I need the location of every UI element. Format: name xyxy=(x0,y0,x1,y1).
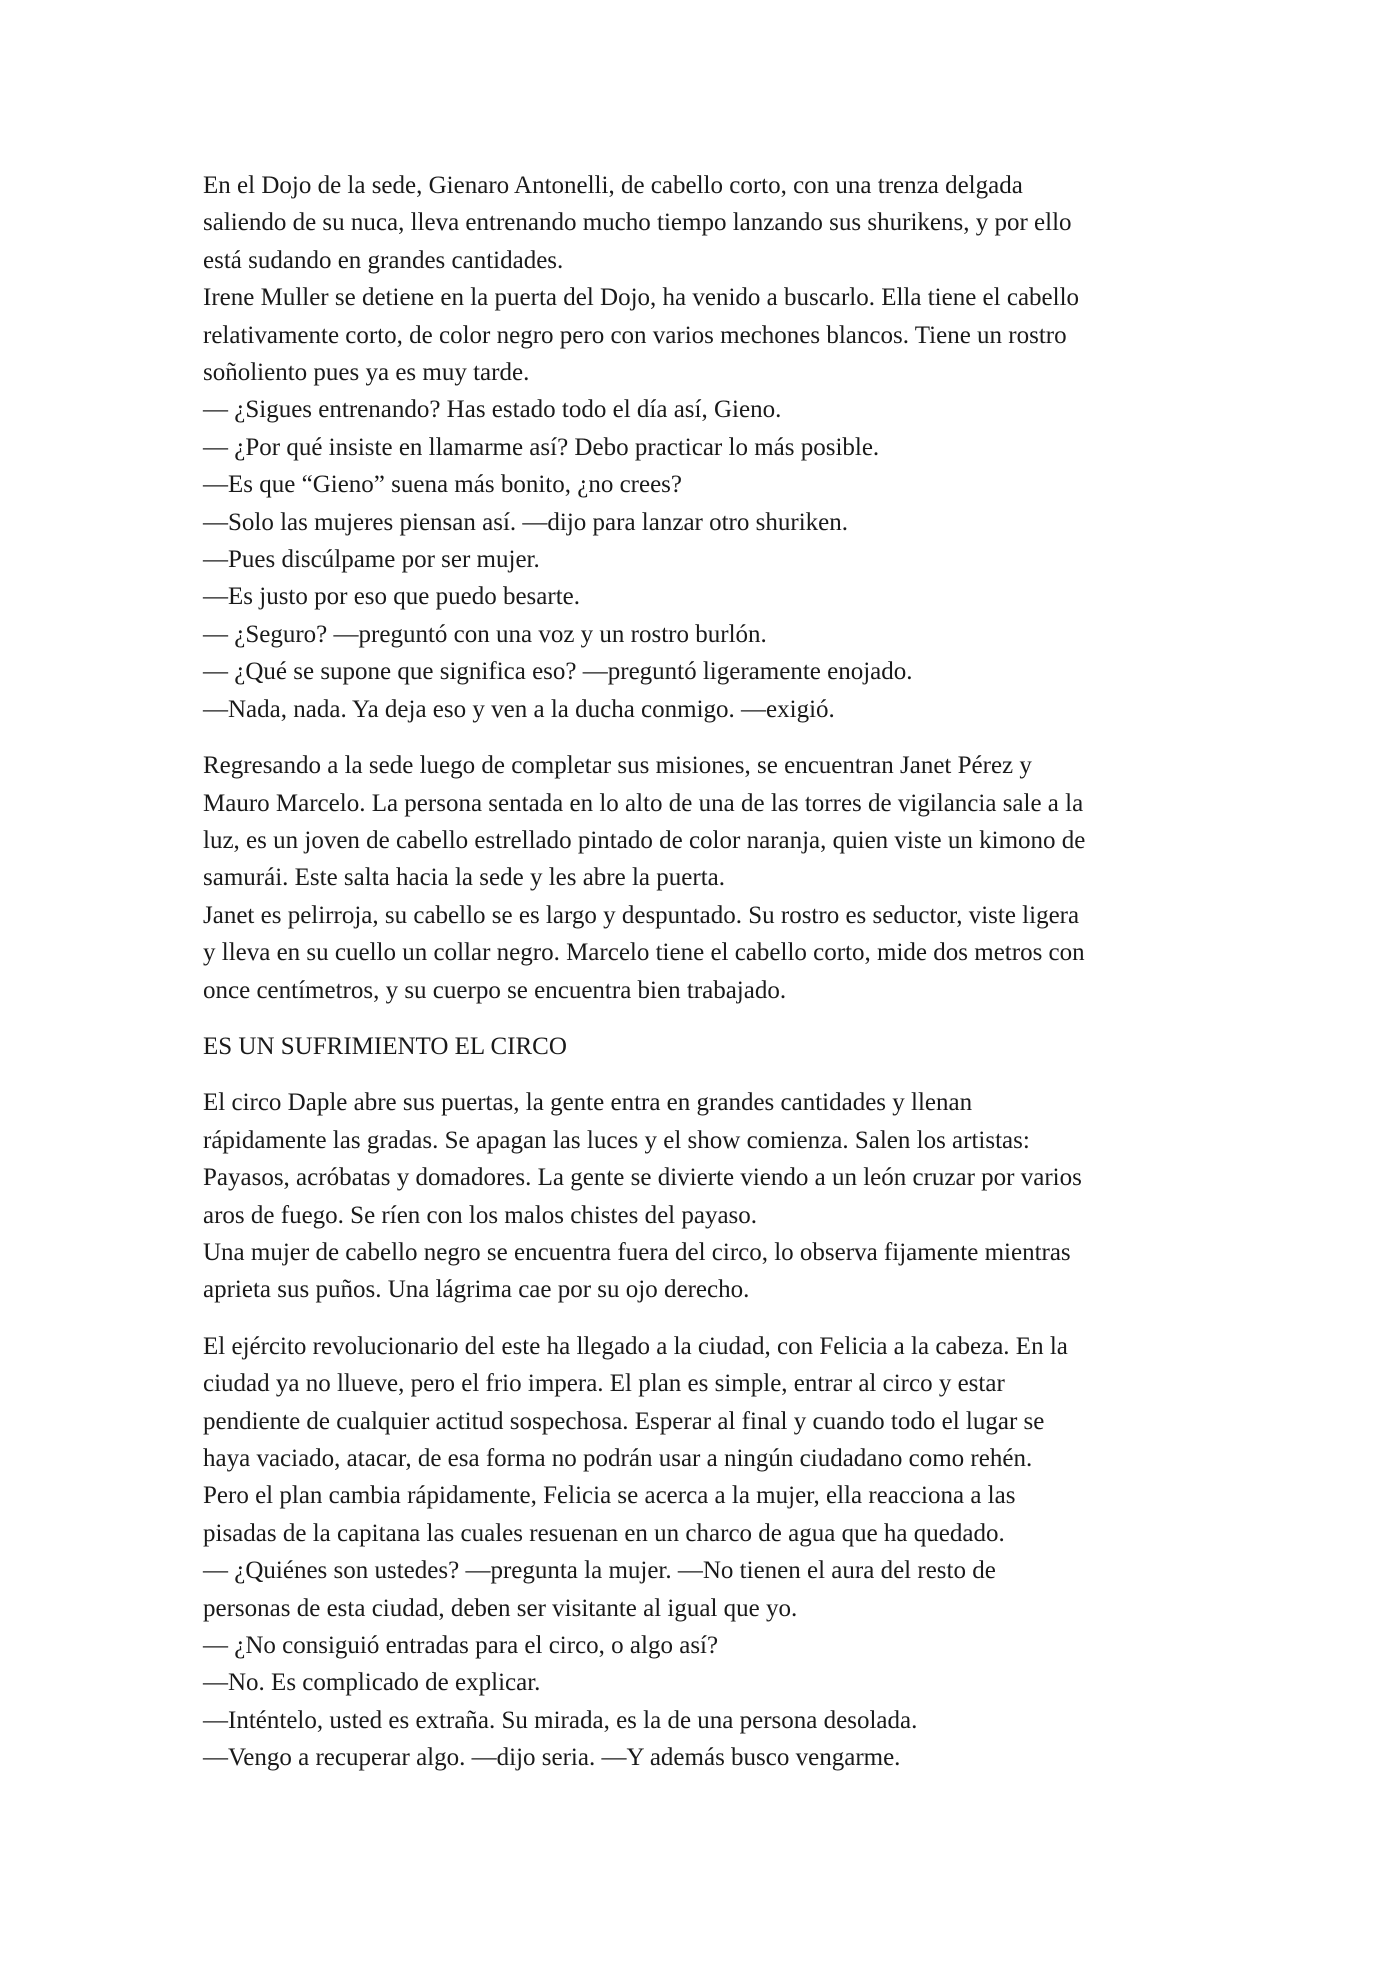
text-line: —Vengo a recuperar algo. —dijo seria. —Y además busco vengarme. xyxy=(203,1744,901,1772)
text-line: El ejército revolucionario del este ha llegado a la ciudad, con Felicia a la cabeza. En la xyxy=(203,1332,1068,1360)
text-line: soñoliento pues ya es muy tarde. xyxy=(203,359,530,387)
text-line: —Es justo por eso que puedo besarte. xyxy=(203,583,581,611)
text-line: samurái. Este salta hacia la sede y les abre la puerta. xyxy=(203,864,725,892)
text-line: — ¿Seguro? —preguntó con una voz y un rostro burlón. xyxy=(203,620,767,648)
text-line: —Nada, nada. Ya deja eso y ven a la ducha conmigo. —exigió. xyxy=(203,695,835,723)
document-body xyxy=(203,167,1223,1777)
text-line: Regresando a la sede luego de completar sus misiones, se encuentran Janet Pérez y xyxy=(203,752,1032,780)
text-line: ES UN SUFRIMIENTO EL CIRCO xyxy=(203,1032,567,1060)
text-line: —Pues discúlpame por ser mujer. xyxy=(203,546,540,574)
text-line: — ¿No consiguió entradas para el circo, o algo así? xyxy=(203,1632,719,1660)
text-line: —Es que “Gieno” suena más bonito, ¿no crees? xyxy=(203,471,683,499)
text-line: — ¿Por qué insiste en llamarme así? Debo practicar lo más posible. xyxy=(203,433,880,461)
text-line: saliendo de su nuca, lleva entrenando mucho tiempo lanzando sus shurikens, y por ello xyxy=(203,209,1072,237)
text-line: once centímetros, y su cuerpo se encuentra bien trabajado. xyxy=(203,976,787,1004)
text-line: ciudad ya no llueve, pero el frio impera. El plan es simple, entrar al circo y estar xyxy=(203,1370,1005,1398)
text-line: pendiente de cualquier actitud sospechosa. Esperar al final y cuando todo el lugar se xyxy=(203,1407,1045,1435)
text-line: y lleva en su cuello un collar negro. Marcelo tiene el cabello corto, mide dos metros con xyxy=(203,939,1085,967)
text-line: —Inténtelo, usted es extraña. Su mirada, es la de una persona desolada. xyxy=(203,1706,918,1734)
text-line: pisadas de la capitana las cuales resuenan en un charco de agua que ha quedado. xyxy=(203,1519,1005,1547)
paragraph-dojo-scene xyxy=(203,167,1223,728)
text-line: Payasos, acróbatas y domadores. La gente se divierte viendo a un león cruzar por varios xyxy=(203,1164,1082,1192)
text-line: El circo Daple abre sus puertas, la gente entra en grandes cantidades y llenan xyxy=(203,1089,973,1117)
text-line: Irene Muller se detiene en la puerta del Dojo, ha venido a buscarlo. Ella tiene el cabello xyxy=(203,284,1080,312)
text-line: relativamente corto, de color negro pero con varios mechones blancos. Tiene un rostro xyxy=(203,321,1067,349)
text-line: luz, es un joven de cabello estrellado pintado de color naranja, quien viste un kimono de xyxy=(203,826,1086,854)
text-line: personas de esta ciudad, deben ser visitante al igual que yo. xyxy=(203,1594,798,1622)
paragraph-return-to-base xyxy=(203,747,1223,1009)
text-line: —Solo las mujeres piensan así. —dijo para lanzar otro shuriken. xyxy=(203,508,848,536)
text-line: Una mujer de cabello negro se encuentra fuera del circo, lo observa fijamente mientras xyxy=(203,1238,1071,1266)
paragraph-circus xyxy=(203,1084,1223,1308)
text-line: rápidamente las gradas. Se apagan las luces y el show comienza. Salen los artistas: xyxy=(203,1126,1030,1154)
text-line: En el Dojo de la sede, Gienaro Antonelli, de cabello corto, con una trenza delgada xyxy=(203,172,1023,199)
text-line: aprieta sus puños. Una lágrima cae por su ojo derecho. xyxy=(203,1276,750,1304)
text-line: haya vaciado, atacar, de esa forma no podrán usar a ningún ciudadano como rehén. xyxy=(203,1445,1033,1472)
text-line: Pero el plan cambia rápidamente, Felicia se acerca a la mujer, ella reacciona a las xyxy=(203,1482,1016,1510)
text-line: está sudando en grandes cantidades. xyxy=(203,246,564,274)
text-line: Janet es pelirroja, su cabello se es largo y despuntado. Su rostro es seductor, viste ligera xyxy=(203,901,1080,929)
text-line: — ¿Quiénes son ustedes? —pregunta la mujer. —No tienen el aura del resto de xyxy=(203,1557,996,1585)
text-line: — ¿Sigues entrenando? Has estado todo el día así, Gieno. xyxy=(203,396,782,424)
text-line: aros de fuego. Se ríen con los malos chistes del payaso. xyxy=(203,1201,758,1229)
paragraph-revolutionary-army xyxy=(203,1328,1223,1777)
section-heading xyxy=(203,1028,1223,1065)
text-line: —No. Es complicado de explicar. xyxy=(203,1669,541,1697)
text-line: — ¿Qué se supone que significa eso? —preguntó ligeramente enojado. xyxy=(203,658,913,686)
text-line: Mauro Marcelo. La persona sentada en lo alto de una de las torres de vigilancia sale a la xyxy=(203,789,1084,817)
